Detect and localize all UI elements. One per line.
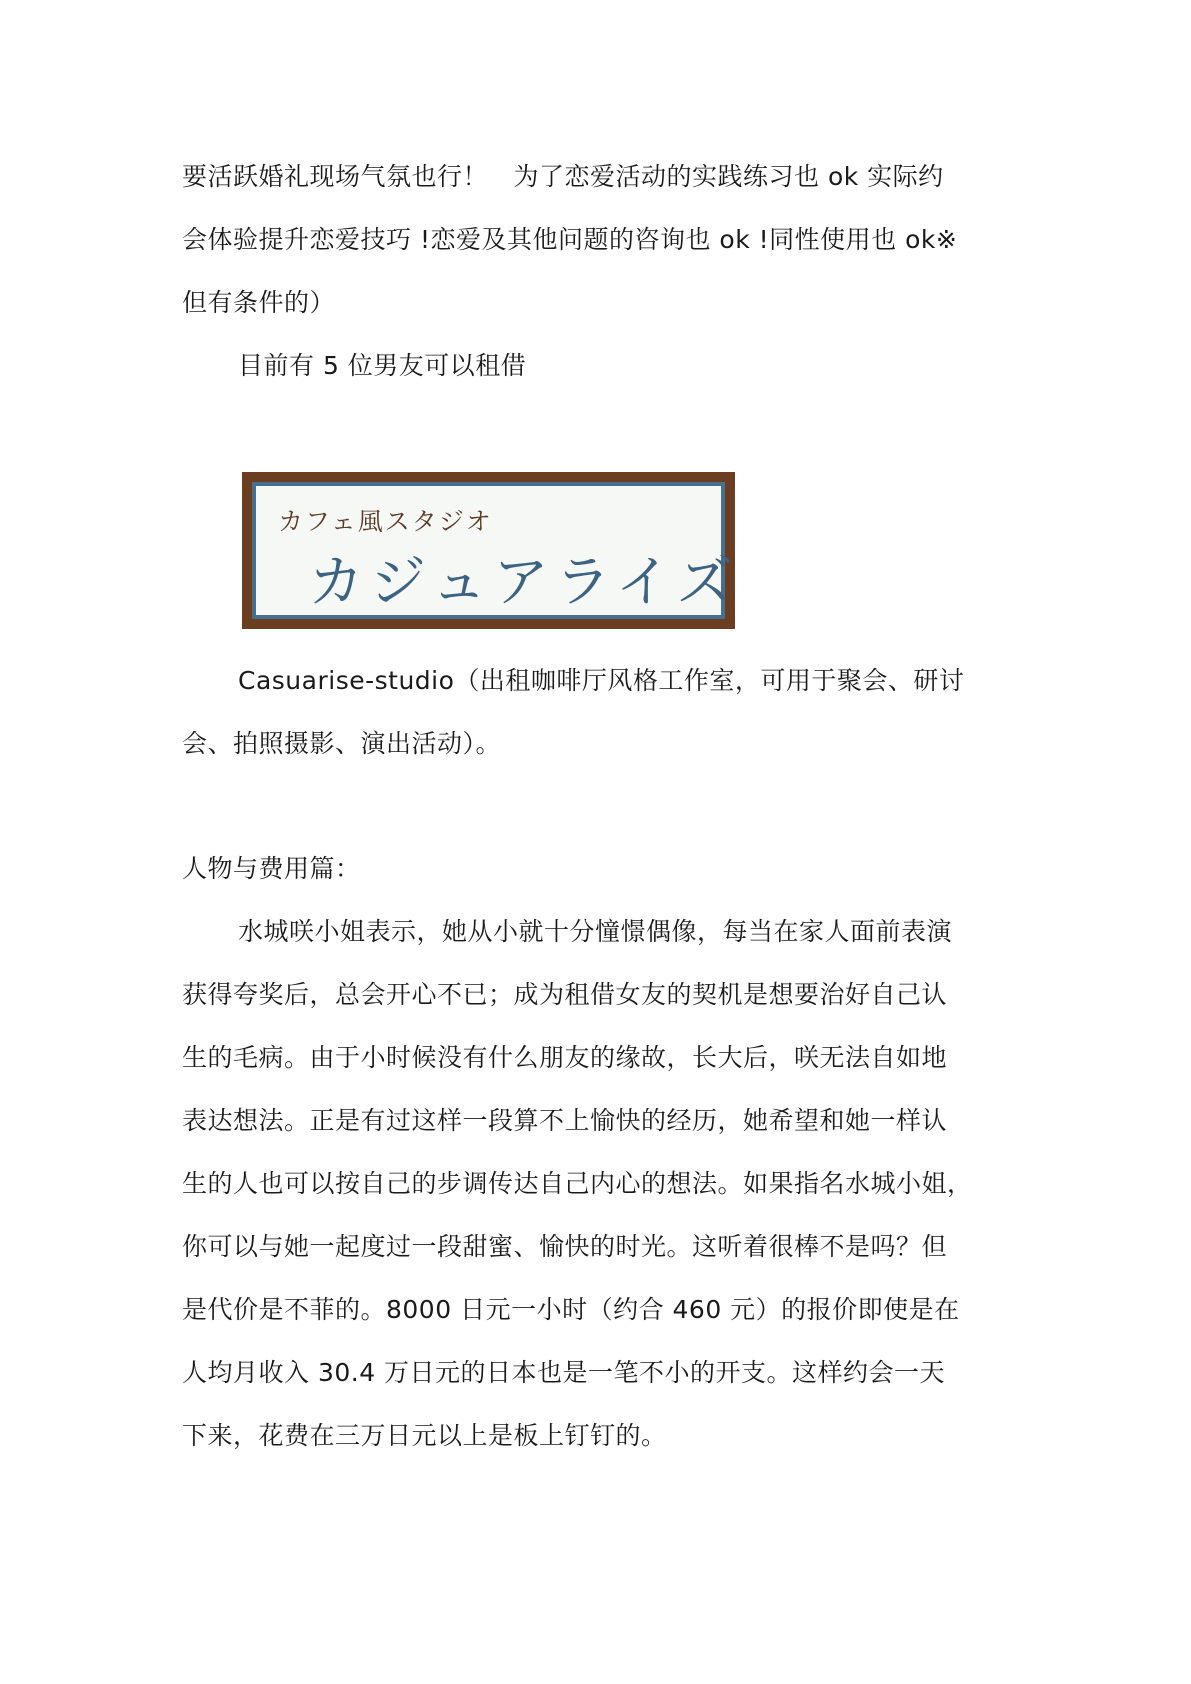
- story-paragraph: [182, 900, 1022, 1467]
- story-line: 获得夸奖后，总会开心不已；成为租借女友的契机是想要治好自己认: [182, 980, 948, 1009]
- story-line: 人均月收入 30.4 万日元的日本也是一笔不小的开支。这样约会一天: [182, 1358, 946, 1387]
- boyfriend-count-paragraph: [182, 334, 1022, 397]
- story-line: 生的人也可以按自己的步调传达自己内心的想法。如果指名水城小姐，: [182, 1169, 973, 1198]
- studio-logo-subtitle: カフェ風スタジオ: [278, 507, 493, 536]
- story-line: 表达想法。正是有过这样一段算不上愉快的经历，她希望和她一样认: [182, 1106, 948, 1135]
- story-line: 水城咲小姐表示，她从小就十分憧憬偶像，每当在家人面前表演: [238, 917, 953, 946]
- studio-line: 会、拍照摄影、演出活动）。: [182, 729, 502, 758]
- boyfriend-count-line: 目前有 5 位男友可以租借: [238, 351, 527, 380]
- story-line: 你可以与她一起度过一段甜蜜、愉快的时光。这听着很棒不是吗？但: [182, 1232, 948, 1261]
- section-heading-text: 人物与费用篇：: [182, 854, 361, 883]
- intro-line: 但有条件的）: [182, 288, 336, 317]
- studio-line: Casuarise-studio（出租咖啡厅风格工作室，可用于聚会、研讨: [238, 666, 965, 695]
- intro-paragraph: [182, 145, 1022, 334]
- intro-line: 要活跃婚礼现场气氛也行！ 为了恋爱活动的实践练习也 ok 实际约: [182, 162, 944, 191]
- story-line: 生的毛病。由于小时候没有什么朋友的缘故，长大后，咲无法自如地: [182, 1043, 948, 1072]
- intro-line: 会体验提升恋爱技巧 !恋爱及其他问题的咨询也 ok !同性使用也 ok※: [182, 225, 958, 254]
- studio-logo-panel: [252, 482, 739, 619]
- studio-logo-title: カジュアライズ: [308, 550, 739, 615]
- studio-paragraph: [182, 649, 1022, 775]
- story-line: 是代价是不菲的。8000 日元一小时（约合 460 元）的报价即使是在: [182, 1295, 960, 1324]
- section-heading: [182, 837, 1022, 900]
- story-line: 下来，花费在三万日元以上是板上钉钉的。: [182, 1421, 667, 1450]
- studio-logo: [242, 472, 739, 629]
